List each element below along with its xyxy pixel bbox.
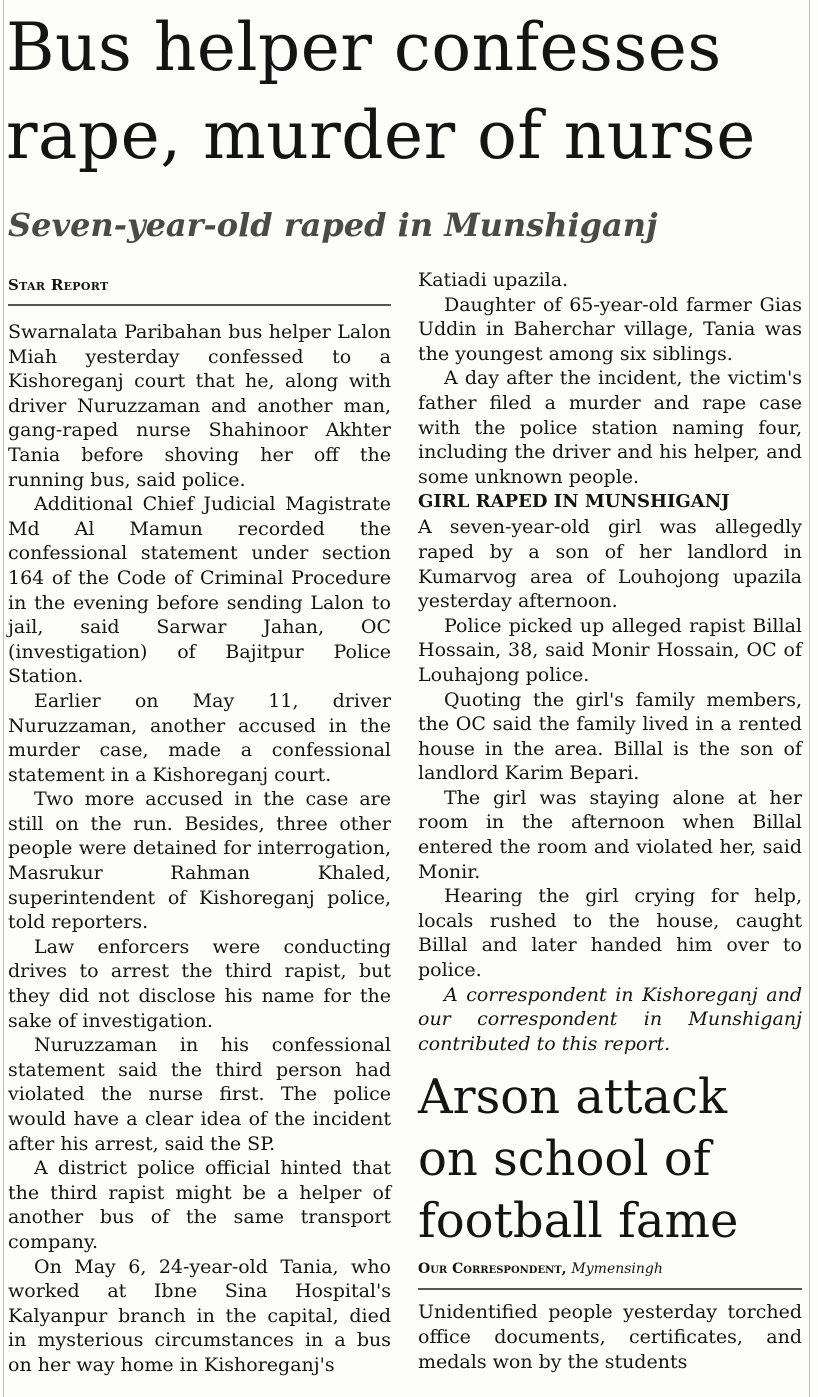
paragraph: Swarnalata Paribahan bus helper Lalon Miah yesterday confessed to a Kishoreganj court that he, along with driver Nuruzzaman and another man, gang-raped nurse Shahinoor Akhter Tania before shoving her off the running bus, said police. (8, 321, 391, 491)
paragraph: Hearing the girl crying for help, locals rushed to the house, caught Billal and later handed him over to police. (418, 885, 802, 982)
paragraph: Quoting the girl's family members, the OC said the family lived in a rented house in the area. Billal is the son of landlord Karim Bepari. (418, 688, 802, 785)
subheadline: Seven-year-old raped in Munshiganj (8, 206, 658, 244)
second-body (418, 1300, 802, 1374)
paragraph: A district police official hinted that the third rapist might be a helper of another bus of the same transport company. (8, 1157, 391, 1253)
paragraph: Law enforcers were conducting drives to arrest the third rapist, but they did not disclose his name for the sake of investigation. (8, 935, 391, 1032)
second-byline-rule (418, 1288, 802, 1290)
credit-line: A correspondent in Kishoreganj and our correspondent in Munshiganj contributed to this report. (418, 983, 802, 1055)
section-subhead: GIRL RAPED IN MUNSHIGANJ (418, 491, 730, 513)
paragraph: Unidentified people yesterday torched office documents, certificates, and medals won by the students (418, 1301, 802, 1373)
second-byline (418, 1258, 802, 1280)
paragraph: Nuruzzaman in his confessional statement said the third person had violated the nurse first. The police would have a clear idea of the incident after his arrest, said the SP. (8, 1034, 391, 1155)
paragraph: Police picked up alleged rapist Billal Hossain, 38, said Monir Hossain, OC of Louhajong police. (418, 614, 802, 686)
byline-rule (8, 304, 391, 306)
paragraph: The girl was staying alone at her room in the afternoon when Billal entered the room and violated her, said Monir. (418, 786, 802, 883)
paragraph: Additional Chief Judicial Magistrate Md Al Mamun recorded the confessional statement under section 164 of the Code of Criminal Procedure in the evening before sending Lalon to jail, said Sarwar Jahan, OC (investigation) of Bajitpur Police Station. (8, 493, 391, 688)
paragraph: Katiadi upazila. (418, 269, 569, 291)
right-column (418, 268, 802, 1374)
paragraph: Earlier on May 11, driver Nuruzzaman, another accused in the murder case, made a confessional statement in a Kishoreganj court. (8, 689, 391, 786)
second-byline-author: Our Correspondent, (418, 1261, 567, 1278)
left-body (8, 320, 391, 1378)
second-byline-location: Mymensingh (571, 1261, 663, 1278)
left-column (8, 270, 391, 1378)
paragraph: Daughter of 65-year-old farmer Gias Uddin in Baherchar village, Tania was the youngest among six siblings. (418, 293, 802, 365)
byline: Star Report (8, 276, 109, 294)
second-headline: Arson attack on school of football fame (418, 1069, 739, 1250)
right-body (418, 268, 802, 1056)
paragraph: A seven-year-old girl was allegedly raped by a son of her landlord in Kumarvog area of Louhojong upazila yesterday afternoon. (418, 516, 802, 613)
paragraph: On May 6, 24-year-old Tania, who worked at Ibne Sina Hospital's Kalyanpur branch in the capital, died in mysterious circumstances in a bus on her way home in Kishoreganj's (8, 1255, 391, 1376)
paragraph: Two more accused in the case are still on the run. Besides, three other people were detained for interrogation, Masrukur Rahman Khaled, superintendent of Kishoreganj police, told reporters. (8, 788, 391, 934)
paragraph: A day after the incident, the victim's father filed a murder and rape case with the police station naming four, including the driver and his helper, and some unknown people. (418, 367, 802, 488)
headline: Bus helper confesses rape, murder of nurse (6, 9, 756, 174)
